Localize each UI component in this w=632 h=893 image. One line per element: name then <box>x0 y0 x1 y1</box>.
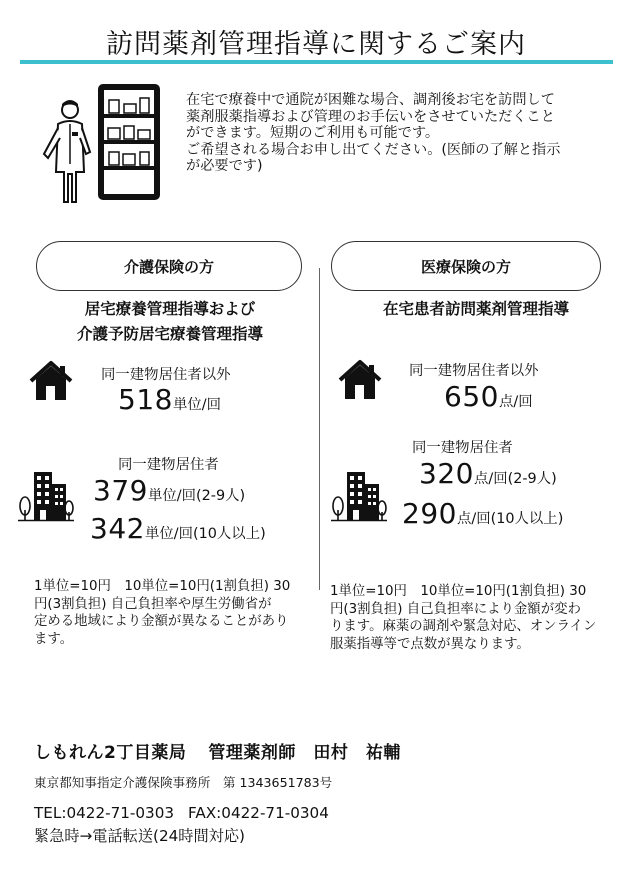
right-single-rate <box>444 380 533 413</box>
right-same-rate-1 <box>419 457 557 490</box>
manager-name: 管理薬剤師 田村 祐輔 <box>208 743 401 763</box>
right-single-value: 650 <box>444 380 499 413</box>
right-same-rate-2 <box>402 497 563 530</box>
left-single-value: 518 <box>118 383 173 416</box>
right-same-note-1: (2-9人) <box>507 471 557 487</box>
house-icon <box>337 359 383 401</box>
left-same-unit-2: 単位/回 <box>144 526 193 542</box>
care-insurance-pill <box>36 241 302 291</box>
designation-number: 東京都知事指定介護保険事務所 第 1343651783号 <box>34 775 333 790</box>
left-heading-line2: 介護予防居宅療養管理指導 <box>76 325 263 343</box>
contact-line <box>34 804 329 822</box>
left-same-value-1: 379 <box>93 474 148 507</box>
page-title: 訪問薬剤管理指導に関するご案内 <box>106 29 526 60</box>
right-single-unit: 点/回 <box>498 394 533 410</box>
pharmacy-line <box>34 738 401 763</box>
left-same-value-2: 342 <box>90 512 145 545</box>
right-heading: 在宅患者訪問薬剤管理指導 <box>382 300 569 318</box>
left-heading <box>20 297 320 347</box>
medical-insurance-pill <box>331 241 601 291</box>
right-same-value-1: 320 <box>419 457 474 490</box>
left-footnote-line: 円(3割負担) 自己負担率や厚生労働省が <box>34 596 272 612</box>
emergency-note: 緊急時→電話転送(24時間対応) <box>34 827 245 845</box>
left-heading-line1: 居宅療養管理指導および <box>84 300 256 318</box>
left-footnote <box>34 578 324 648</box>
right-same-note-2: (10人以上) <box>490 511 564 527</box>
pharmacist-icon <box>36 94 96 206</box>
left-footnote-line: ます。 <box>34 631 74 647</box>
right-same-value-2: 290 <box>402 497 457 530</box>
right-single-label: 同一建物居住者以外 <box>409 363 539 379</box>
left-single-unit: 単位/回 <box>172 397 221 413</box>
apartment-building-icon <box>18 470 74 522</box>
left-footnote-line: 1単位=10円 10単位=10円(1割負担) 30 <box>34 579 291 594</box>
intro-text: 在宅で療養中で通院が困難な場合、調剤後お宅を訪問して 薬剤服薬指導および管理のお手伝いをさせていただくこと ができます。短期のご利用も可能です。 ご希望される場合お申し出てください。(医師の了解と指示 が必要です) <box>186 92 561 174</box>
left-single-rate <box>118 383 221 416</box>
right-same-label: 同一建物居住者 <box>412 440 513 456</box>
left-same-rate-2 <box>90 512 266 545</box>
right-same-unit-2: 点/回 <box>456 511 491 527</box>
left-same-rate-1 <box>93 474 245 507</box>
right-footnote-line: 服薬指導等で点数が異なります。 <box>330 636 530 652</box>
house-icon <box>28 360 74 402</box>
apartment-building-icon <box>331 470 387 522</box>
medicine-shelf-icon <box>96 82 162 202</box>
right-footnote <box>330 583 630 653</box>
care-insurance-label: 介護保険の方 <box>123 257 214 276</box>
pharmacy-name: しもれん2丁目薬局 <box>34 743 187 763</box>
right-footnote-line: 1単位=10円 10単位=10円(1割負担) 30 <box>330 584 587 599</box>
right-same-unit-1: 点/回 <box>473 471 508 487</box>
left-same-note-2: (10人以上) <box>192 526 266 542</box>
medical-insurance-label: 医療保険の方 <box>420 257 511 276</box>
right-footnote-line: 円(3割負担) 自己負担率により金額が変わ <box>330 601 581 617</box>
title-underline <box>20 60 613 64</box>
right-footnote-line: ります。麻薬の調剤や緊急対応、オンライン <box>330 619 597 634</box>
left-same-note-1: (2-9人) <box>195 488 246 504</box>
left-same-label: 同一建物居住者 <box>118 457 219 473</box>
left-footnote-line: 定める地域により金額が異なることがあり <box>34 614 289 629</box>
fax-number: FAX:0422-71-0304 <box>188 804 329 822</box>
tel-number: TEL:0422-71-0303 <box>34 804 175 822</box>
left-same-unit-1: 単位/回 <box>147 488 196 504</box>
left-single-label: 同一建物居住者以外 <box>101 367 231 383</box>
